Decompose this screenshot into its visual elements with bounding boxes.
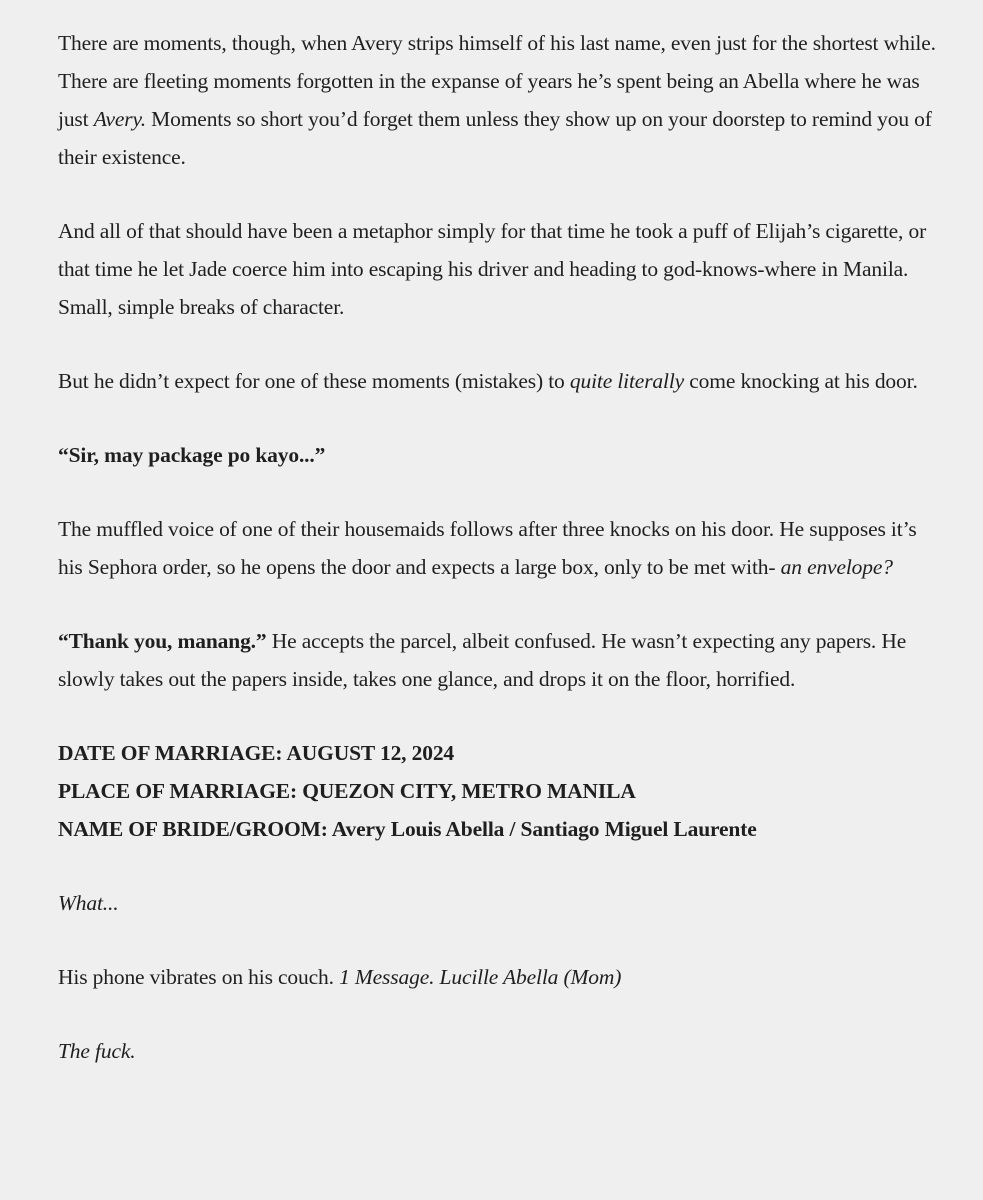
paragraph-4-italic: an envelope? — [780, 555, 893, 579]
paragraph-5-dialogue: “Thank you, manang.” — [58, 629, 267, 653]
paragraph-3 — [58, 362, 938, 400]
paragraph-2: And all of that should have been a metaphor simply for that time he took a puff of Elijah’s cigarette, or that time he let Jade coerce him into escaping his driver and heading to god-knows-where in Manila. Small, simple breaks of character. — [58, 219, 927, 319]
story-page — [58, 24, 938, 1070]
thought-1: What... — [58, 891, 119, 915]
paragraph-5-text: He accepts the parcel, albeit confused. He wasn’t expecting any papers. He slowly takes out the papers inside, takes one glance, and drops it on the floor, horrified. — [58, 629, 907, 691]
paragraph-3-text-a: But he didn’t expect for one of these moments (mistakes) to — [58, 369, 570, 393]
paragraph-1-text-a: There are moments, though, when Avery strips himself of his last name, even just for the shortest while. There are fleeting moments forgotten in the expanse of years he’s spent being an Abella where he was just — [58, 31, 936, 131]
paragraph-3-italic: quite literally — [569, 369, 685, 393]
paragraph-1-text-b: Moments so short you’d forget them unless they show up on your doorstep to remind you of their existence. — [58, 107, 932, 169]
paragraph-3-text-b: come knocking at his door. — [684, 369, 918, 393]
marriage-names-line: NAME OF BRIDE/GROOM: Avery Louis Abella / Santiago Miguel Laurente — [58, 817, 757, 841]
paragraph-1 — [58, 24, 938, 176]
paragraph-6-text: His phone vibrates on his couch. — [58, 965, 340, 989]
paragraph-4 — [58, 510, 938, 586]
paragraph-6-italic: 1 Message. Lucille Abella (Mom) — [339, 965, 622, 989]
paragraph-4-text-a: The muffled voice of one of their housemaids follows after three knocks on his door. He supposes it’s his Sephora order, so he opens the door and expects a large box, only to be met with- — [58, 517, 917, 579]
paragraph-1-italic: Avery. — [93, 107, 146, 131]
paragraph-5 — [58, 622, 938, 698]
marriage-place-line: PLACE OF MARRIAGE: QUEZON CITY, METRO MANILA — [58, 779, 636, 803]
marriage-date-line: DATE OF MARRIAGE: AUGUST 12, 2024 — [58, 741, 455, 765]
thought-2: The fuck. — [58, 1039, 136, 1063]
dialogue-1: “Sir, may package po kayo...” — [58, 443, 326, 467]
paragraph-6 — [58, 958, 938, 996]
marriage-record — [58, 734, 938, 848]
